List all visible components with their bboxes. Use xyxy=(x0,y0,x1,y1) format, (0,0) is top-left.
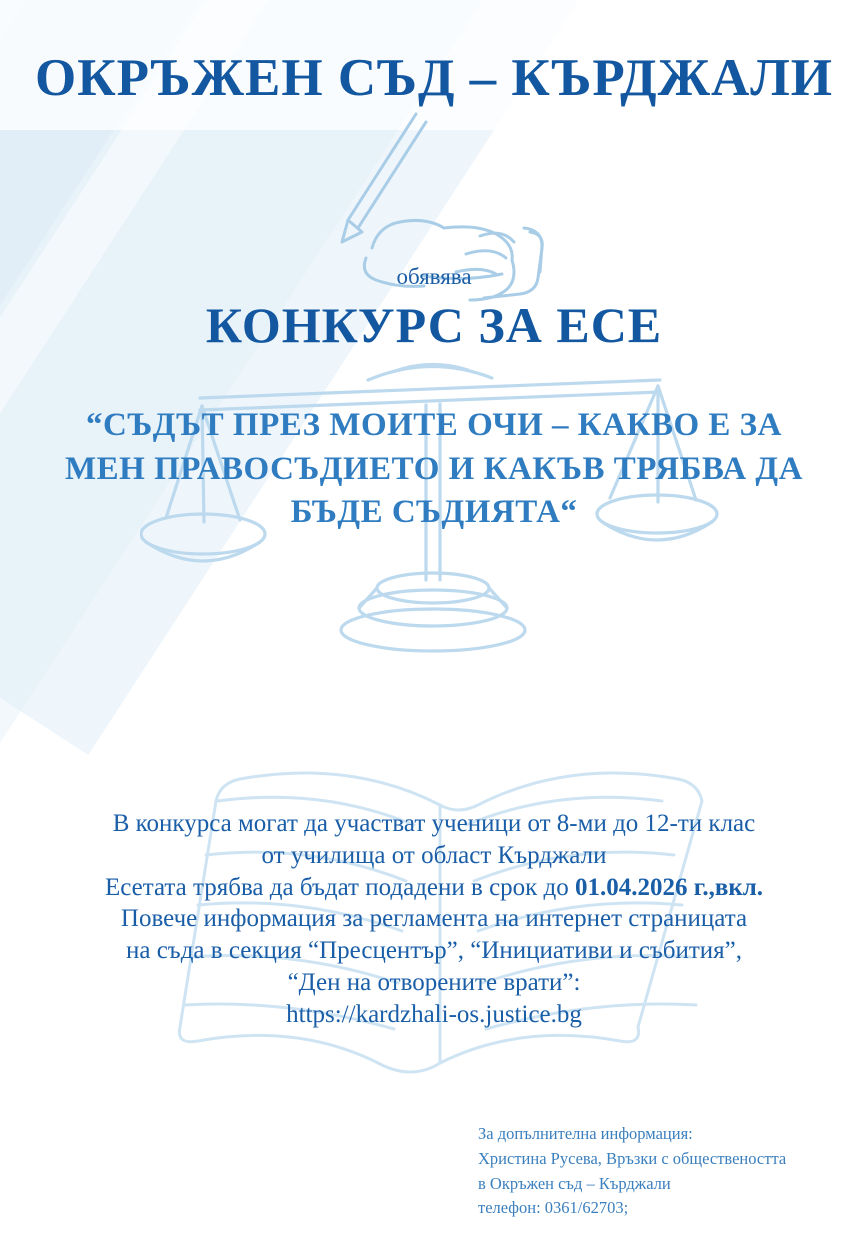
deadline-line xyxy=(14,872,854,904)
essay-topic-line-2: МЕН ПРАВОСЪДИЕТО И КАКЪВ ТРЯБВА ДА xyxy=(65,450,803,487)
info-line-2: на съда в секция “Пресцентър”, “Инициативи и събития”, xyxy=(125,937,743,964)
contest-title: КОНКУРС ЗА ЕСЕ xyxy=(205,297,663,353)
deadline-prefix: Есетата трябва да бъдат подадени в срок до xyxy=(104,873,576,901)
page-title: ОКРЪЖЕН СЪД – КЪРДЖАЛИ xyxy=(35,49,833,107)
eligibility-line-1: В конкурса могат да участват ученици от 8-ми до 12-ти клас xyxy=(112,810,756,837)
announces-label: обявява xyxy=(396,264,472,289)
contact-line-3: в Окръжен съд – Кърджали xyxy=(478,1173,671,1193)
contact-phone: телефон: 0361/62703; xyxy=(478,1198,629,1218)
info-line-3: “Ден на отворените врати”: xyxy=(287,968,581,996)
contact-line-1: За допълнителна информация: xyxy=(478,1124,693,1143)
essay-topic-line-1: “СЪДЪТ ПРЕЗ МОИТЕ ОЧИ – КАКВО Е ЗА xyxy=(86,407,782,443)
contact-footer xyxy=(478,1122,858,1221)
info-line-1: Повече информация за регламента на интернет страницата xyxy=(120,905,748,933)
contact-line-2: Христина Русева, Връзки с обществеността xyxy=(478,1148,787,1168)
essay-topic-line-3: БЪДЕ СЪДИЯТА“ xyxy=(290,494,578,531)
website-url[interactable]: https://kardzhali-os.justice.bg xyxy=(286,1000,582,1028)
body-text xyxy=(14,808,854,1030)
deadline-date: 01.04.2026 г.,вкл. xyxy=(575,873,763,901)
essay-topic xyxy=(36,404,832,535)
eligibility-line-2: от училища от област Кърджали xyxy=(261,841,607,869)
